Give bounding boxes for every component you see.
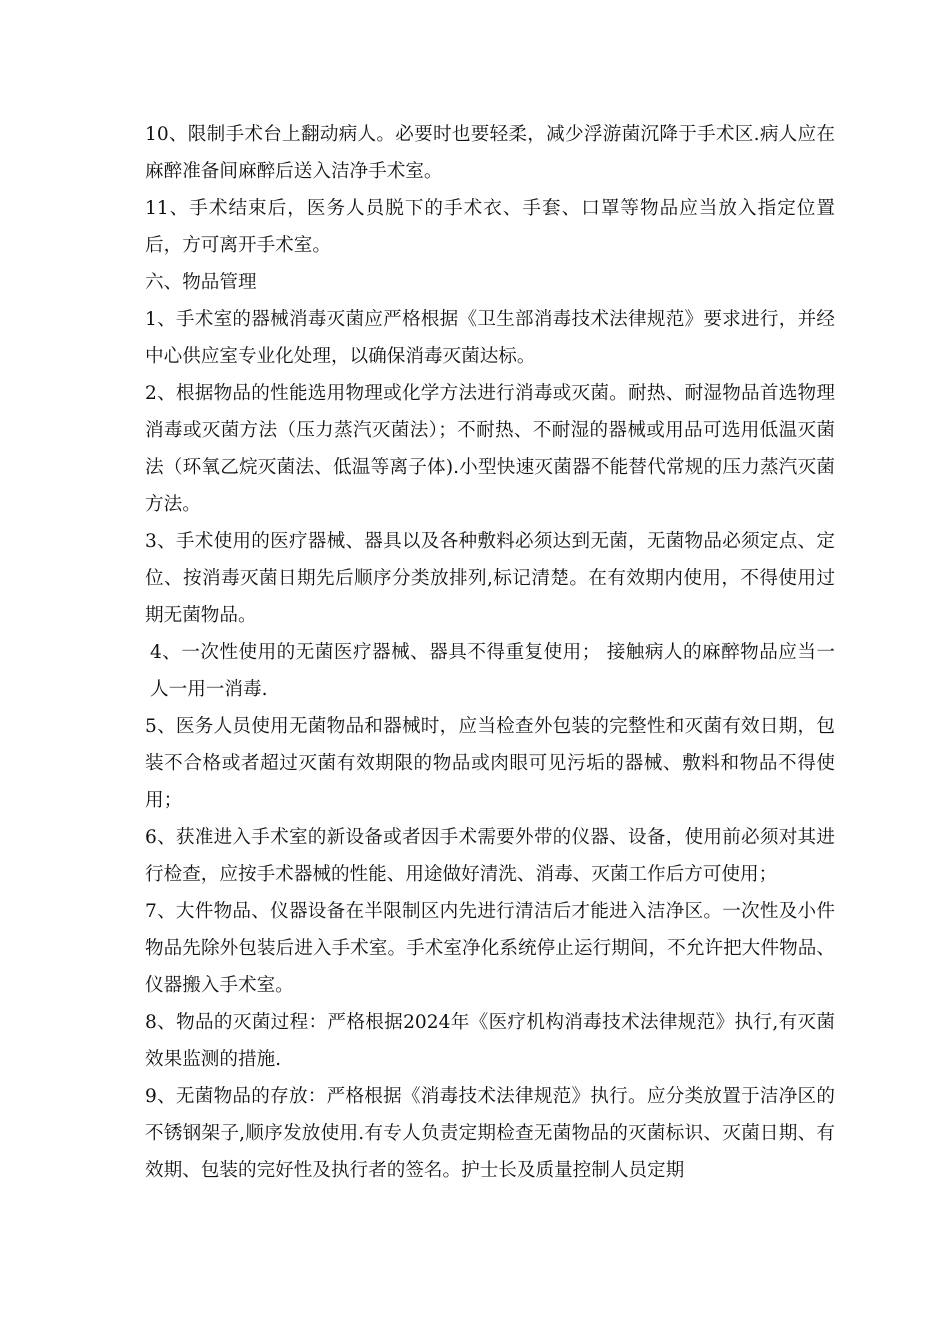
paragraph-1-sterilization: 1、手术室的器械消毒灭菌应严格根据《卫生部消毒技术法律规范》要求进行，并经中心供应室专业化处理，以确保消毒灭菌达标。	[145, 309, 835, 367]
paragraph-2-methods: 2、根据物品的性能选用物理或化学方法进行消毒或灭菌。耐热、耐湿物品首选物理消毒或灭菌方法（压力蒸汽灭菌法）；不耐热、不耐湿的器械或用品可选用低温灭菌法（环氧乙烷灭菌法、低温等离子体).小型快速灭菌器不能替代常规的压力蒸汽灭菌方法。	[145, 383, 835, 515]
paragraph-5-inspection: 5、医务人员使用无菌物品和器械时，应当检查外包装的完整性和灭菌有效日期，包装不合格或者超过灭菌有效期限的物品或肉眼可见污垢的器械、敷料和物品不得使用；	[145, 716, 835, 811]
paragraph-9-storage: 9、无菌物品的存放：严格根据《消毒技术法律规范》执行。应分类放置于洁净区的不锈钢架子,顺序发放使用.有专人负责定期检查无菌物品的灭菌标识、灭菌日期、有效期、包装的完好性及执行者的签名。护士长及质量控制人员定期	[145, 1086, 835, 1181]
paragraph-8-sterilization-process: 8、物品的灭菌过程：严格根据2024年《医疗机构消毒技术法律规范》执行,有灭菌效果监测的措施.	[145, 1012, 835, 1070]
paragraph-7-large-items: 7、大件物品、仪器设备在半限制区内先进行清洁后才能进入洁净区。一次性及小件物品先除外包装后进入手术室。手术室净化系统停止运行期间，不允许把大件物品、仪器搬入手术室。	[145, 901, 835, 996]
paragraph-10-restrict-turning: 10、限制手术台上翻动病人。必要时也要轻柔，减少浮游菌沉降于手术区.病人应在麻醉准备间麻醉后送入洁净手术室。	[145, 124, 835, 182]
section-heading-item-management: 六、物品管理	[145, 272, 257, 293]
paragraph-11-after-surgery: 11、手术结束后，医务人员脱下的手术衣、手套、口罩等物品应当放入指定位置后，方可离开手术室。	[145, 198, 835, 256]
paragraph-3-sterile-items: 3、手术使用的医疗器械、器具以及各种敷料必须达到无菌，无菌物品必须定点、定位、按消毒灭菌日期先后顺序分类放排列,标记清楚。在有效期内使用，不得使用过期无菌物品。	[145, 531, 835, 626]
document-body	[145, 116, 835, 1189]
paragraph-6-new-equipment: 6、获准进入手术室的新设备或者因手术需要外带的仪器、设备，使用前必须对其进行检查，应按手术器械的性能、用途做好清洗、消毒、灭菌工作后方可使用；	[145, 827, 835, 885]
paragraph-4-single-use: 4、一次性使用的无菌医疗器械、器具不得重复使用； 接触病人的麻醉物品应当一人一用一消毒.	[150, 642, 835, 700]
